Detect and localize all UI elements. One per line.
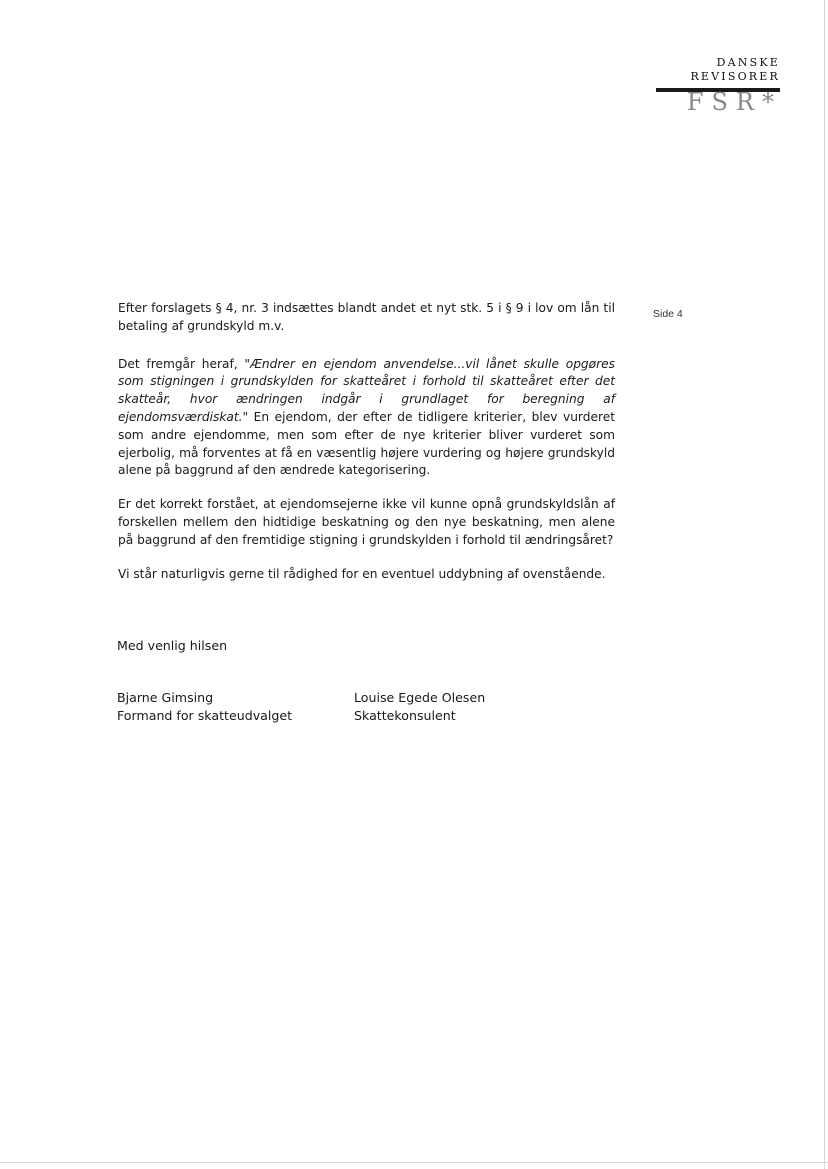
paragraph-2-rest: En ejendom, der efter de tidligere kriterier, blev vurderet som andre ejendomme, men som efter de nye kriterier bliver vurderet som ejerbolig, må forventes at få en væsentlig højere vurdering og højere grundskyld alene på baggrund af den ændrede kategorisering.	[118, 409, 615, 478]
logo-text-line2: REVISORER	[690, 70, 780, 83]
closing-greeting: Med venlig hilsen	[117, 638, 228, 653]
logo-mark: FSR*	[686, 88, 782, 116]
letterhead-logo	[640, 56, 782, 122]
page-edge-right	[824, 0, 825, 1169]
signature-name: Louise Egede Olesen	[354, 690, 486, 705]
page-number: Side 4	[653, 308, 683, 320]
paragraph-2-quote: "Ændrer en ejendom anvendelse...vil lånet skulle opgøres som stigningen i grundskylden for skatteåret i forhold til skatteåret efter det skatteår, hvor ændringen indgår i grundlaget for beregning af ejendomsværdiskat."	[118, 356, 615, 424]
signature-title: Formand for skatteudvalget	[117, 708, 293, 723]
paragraph-2-intro: Det fremgår heraf,	[118, 356, 245, 371]
signature-block-1	[117, 689, 292, 725]
signature-block-2	[354, 689, 485, 725]
paragraph-2	[118, 356, 615, 481]
paragraph-3: Er det korrekt forstået, at ejendomsejerne ikke vil kunne opnå grundskyldslån af forskellen mellem den hidtidige beskatning og den nye beskatning, men alene på baggrund af den fremtidige stigning i grundskylden i forhold til ændringsåret?	[118, 497, 615, 547]
letter-body	[118, 300, 615, 597]
page-edge-bottom	[0, 1162, 828, 1163]
signature-title: Skattekonsulent	[354, 708, 456, 723]
paragraph-4: Vi står naturligvis gerne til rådighed for en eventuel uddybning af ovenstående.	[118, 566, 606, 581]
paragraph-1: Efter forslagets § 4, nr. 3 indsættes blandt andet et nyt stk. 5 i § 9 i lov om lån til betaling af grundskyld m.v.	[118, 301, 615, 333]
signature-name: Bjarne Gimsing	[117, 690, 214, 705]
logo-text-line1: DANSKE	[716, 56, 780, 69]
